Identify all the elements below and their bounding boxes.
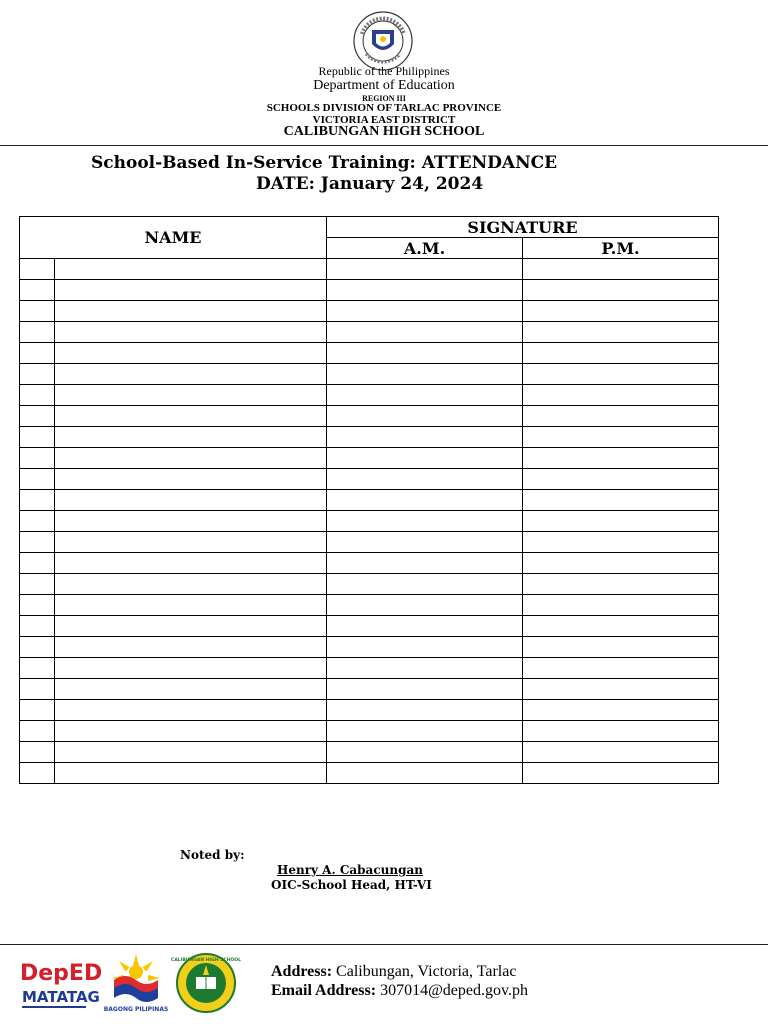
- name-cell: [55, 469, 327, 490]
- table-row: [20, 742, 719, 763]
- document-date: DATE: January 24, 2024: [256, 174, 484, 194]
- am-signature-cell: [327, 532, 523, 553]
- header-region: REGION III: [362, 94, 406, 103]
- am-signature-cell: [327, 574, 523, 595]
- table-row: [20, 280, 719, 301]
- pm-signature-cell: [523, 721, 719, 742]
- am-signature-cell: [327, 343, 523, 364]
- logo-matatag-text: MATATAG: [22, 988, 100, 1006]
- name-cell: [55, 406, 327, 427]
- am-signature-cell: [327, 742, 523, 763]
- table-row: [20, 553, 719, 574]
- row-number-cell: [20, 301, 55, 322]
- name-cell: [55, 427, 327, 448]
- name-cell: [55, 259, 327, 280]
- am-signature-cell: [327, 490, 523, 511]
- row-number-cell: [20, 742, 55, 763]
- pm-signature-cell: [523, 490, 719, 511]
- am-signature-cell: [327, 637, 523, 658]
- document-title: School-Based In-Service Training: ATTENDANCE: [91, 153, 558, 173]
- table-row: [20, 721, 719, 742]
- attendance-table: [19, 216, 719, 784]
- name-cell: [55, 742, 327, 763]
- pm-signature-cell: [523, 406, 719, 427]
- bagong-pilipinas-logo-icon: [103, 952, 169, 1014]
- calibungan-high-school-logo-icon: [171, 953, 241, 1013]
- table-row: [20, 385, 719, 406]
- name-cell: [55, 511, 327, 532]
- table-row: [20, 679, 719, 700]
- am-signature-cell: [327, 700, 523, 721]
- pm-signature-cell: [523, 427, 719, 448]
- name-cell: [55, 322, 327, 343]
- am-signature-cell: [327, 427, 523, 448]
- pm-signature-cell: [523, 448, 719, 469]
- header-school: CALIBUNGAN HIGH SCHOOL: [283, 124, 485, 139]
- pm-signature-cell: [523, 574, 719, 595]
- header-republic: Republic of the Philippines: [318, 64, 450, 78]
- am-signature-cell: [327, 721, 523, 742]
- table-row: [20, 364, 719, 385]
- signature-column-header: SIGNATURE: [327, 217, 719, 238]
- row-number-cell: [20, 448, 55, 469]
- row-number-cell: [20, 553, 55, 574]
- table-row: [20, 700, 719, 721]
- table-row: [20, 406, 719, 427]
- name-cell: [55, 448, 327, 469]
- am-signature-cell: [327, 322, 523, 343]
- row-number-cell: [20, 700, 55, 721]
- logo-deped-text: DepED: [20, 961, 103, 986]
- table-row: [20, 343, 719, 364]
- pm-signature-cell: [523, 553, 719, 574]
- name-cell: [55, 364, 327, 385]
- footer-address: [271, 963, 516, 981]
- row-number-cell: [20, 406, 55, 427]
- table-row: [20, 427, 719, 448]
- name-cell: [55, 763, 327, 784]
- pm-signature-cell: [523, 658, 719, 679]
- name-cell: [55, 721, 327, 742]
- pm-signature-cell: [523, 679, 719, 700]
- pm-signature-cell: [523, 700, 719, 721]
- pm-signature-cell: [523, 511, 719, 532]
- table-row: [20, 301, 719, 322]
- am-signature-cell: [327, 658, 523, 679]
- footer-email: [271, 982, 528, 1000]
- row-number-cell: [20, 532, 55, 553]
- pm-signature-cell: [523, 742, 719, 763]
- name-cell: [55, 490, 327, 511]
- pm-signature-cell: [523, 385, 719, 406]
- pm-signature-cell: [523, 280, 719, 301]
- email-label: Email Address:: [271, 982, 377, 999]
- attendance-rows: [20, 259, 719, 784]
- pm-signature-cell: [523, 595, 719, 616]
- signatory-name: Henry A. Cabacungan: [277, 863, 423, 877]
- am-signature-cell: [327, 763, 523, 784]
- table-row: [20, 490, 719, 511]
- address-value: Calibungan, Victoria, Tarlac: [336, 963, 517, 980]
- pm-signature-cell: [523, 469, 719, 490]
- row-number-cell: [20, 679, 55, 700]
- header-department: Department of Education: [313, 78, 455, 93]
- am-signature-cell: [327, 616, 523, 637]
- pm-signature-cell: [523, 343, 719, 364]
- row-number-cell: [20, 427, 55, 448]
- header-district: VICTORIA EAST DISTRICT: [312, 114, 456, 126]
- name-cell: [55, 385, 327, 406]
- row-number-cell: [20, 385, 55, 406]
- name-cell: [55, 532, 327, 553]
- deped-matatag-logo-icon: [18, 958, 103, 1012]
- pm-signature-cell: [523, 763, 719, 784]
- row-number-cell: [20, 259, 55, 280]
- name-cell: [55, 574, 327, 595]
- am-signature-cell: [327, 364, 523, 385]
- pm-column-header: P.M.: [523, 238, 719, 259]
- am-signature-cell: [327, 280, 523, 301]
- table-row: [20, 637, 719, 658]
- table-row: [20, 595, 719, 616]
- footer-divider: [0, 944, 768, 945]
- table-row: [20, 259, 719, 280]
- am-signature-cell: [327, 511, 523, 532]
- pm-signature-cell: [523, 301, 719, 322]
- row-number-cell: [20, 364, 55, 385]
- deped-seal-icon: [352, 10, 414, 72]
- name-cell: [55, 595, 327, 616]
- am-signature-cell: [327, 469, 523, 490]
- noted-by-label: Noted by:: [180, 848, 245, 862]
- row-number-cell: [20, 322, 55, 343]
- table-row: [20, 616, 719, 637]
- am-signature-cell: [327, 301, 523, 322]
- am-signature-cell: [327, 448, 523, 469]
- logo-bp-text: BAGONG PILIPINAS: [103, 1006, 169, 1013]
- pm-signature-cell: [523, 532, 719, 553]
- table-row: [20, 448, 719, 469]
- am-signature-cell: [327, 385, 523, 406]
- name-cell: [55, 700, 327, 721]
- table-row: [20, 469, 719, 490]
- name-cell: [55, 679, 327, 700]
- name-cell: [55, 301, 327, 322]
- logo-school-text: CALIBUNGAN HIGH SCHOOL: [171, 958, 241, 963]
- row-number-cell: [20, 658, 55, 679]
- pm-signature-cell: [523, 616, 719, 637]
- name-cell: [55, 637, 327, 658]
- row-number-cell: [20, 616, 55, 637]
- signatory-position: OIC-School Head, HT-VI: [271, 878, 432, 892]
- row-number-cell: [20, 763, 55, 784]
- address-label: Address:: [271, 963, 333, 980]
- row-number-cell: [20, 511, 55, 532]
- name-cell: [55, 553, 327, 574]
- header-division: SCHOOLS DIVISION OF TARLAC PROVINCE: [266, 102, 502, 114]
- am-signature-cell: [327, 406, 523, 427]
- table-row: [20, 322, 719, 343]
- table-row: [20, 763, 719, 784]
- name-cell: [55, 343, 327, 364]
- row-number-cell: [20, 490, 55, 511]
- table-row: [20, 658, 719, 679]
- pm-signature-cell: [523, 364, 719, 385]
- am-signature-cell: [327, 259, 523, 280]
- row-number-cell: [20, 574, 55, 595]
- table-row: [20, 532, 719, 553]
- table-row: [20, 574, 719, 595]
- pm-signature-cell: [523, 637, 719, 658]
- row-number-cell: [20, 469, 55, 490]
- am-signature-cell: [327, 595, 523, 616]
- pm-signature-cell: [523, 259, 719, 280]
- row-number-cell: [20, 343, 55, 364]
- name-cell: [55, 658, 327, 679]
- name-cell: [55, 280, 327, 301]
- name-cell: [55, 616, 327, 637]
- table-row: [20, 511, 719, 532]
- am-column-header: A.M.: [327, 238, 523, 259]
- am-signature-cell: [327, 553, 523, 574]
- row-number-cell: [20, 721, 55, 742]
- row-number-cell: [20, 637, 55, 658]
- row-number-cell: [20, 595, 55, 616]
- am-signature-cell: [327, 679, 523, 700]
- name-column-header: NAME: [20, 217, 327, 259]
- email-value: 307014@deped.gov.ph: [380, 982, 528, 999]
- header-divider: [0, 145, 768, 146]
- row-number-cell: [20, 280, 55, 301]
- pm-signature-cell: [523, 322, 719, 343]
